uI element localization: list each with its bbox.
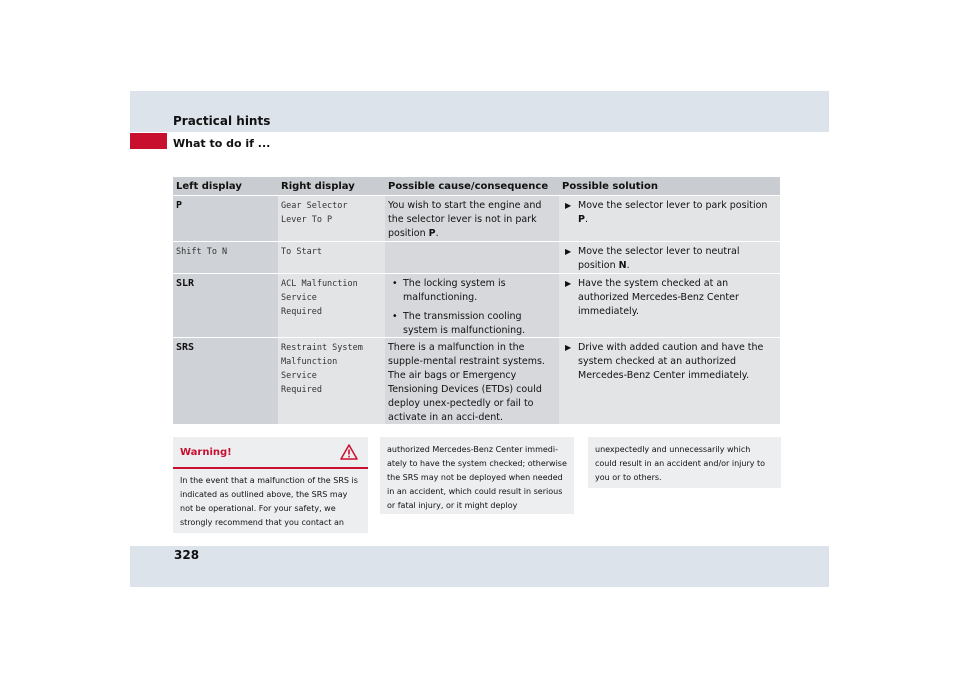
right-display-line: Gear Selector — [281, 201, 348, 211]
table-row — [173, 241, 780, 273]
column-header: Left display — [173, 177, 278, 195]
triangle-right-icon: ▶ — [565, 279, 572, 288]
cause-text: You wish to start the engine and the selector lever is not in park position P. — [385, 196, 559, 241]
solution-text: ▶ Drive with added caution and have the system checked at an authorized Mercedes-Benz Center immediately. — [562, 341, 777, 383]
section-marker — [130, 133, 167, 149]
triangle-right-icon: ▶ — [565, 343, 572, 352]
warning-box — [173, 437, 368, 533]
table-row — [173, 273, 780, 337]
left-display-value: Shift To N — [176, 247, 228, 257]
cause-text: There is a malfunction in the supple-mental restraint systems. The air bags or Emergency Tensioning Devices (ETDs) could deploy unex-pectedly or fail to activate in an acci-dent. — [385, 338, 559, 424]
warning-header — [173, 437, 368, 469]
left-display-value: SLR — [176, 278, 195, 289]
warning-title: Warning! — [180, 446, 232, 458]
right-display-line: ACL Malfunction — [281, 279, 358, 289]
warning-text: In the event that a malfunction of the SRS is indicated as outlined above, the SRS may not be operational. For your safety, we strongly recommend that you contact an — [180, 476, 358, 527]
column-header: Possible solution — [559, 177, 780, 195]
table-row — [173, 337, 780, 424]
right-display-line: Required — [281, 385, 322, 395]
cause-bullet: • The locking system is malfunctioning. — [392, 278, 506, 303]
right-display-line: Required — [281, 307, 322, 317]
right-display-line: Service — [281, 293, 317, 303]
cause-bullet: • The transmission cooling system is malfunctioning. — [392, 311, 526, 336]
column-header: Right display — [278, 177, 385, 195]
table-header — [173, 177, 780, 195]
solution-text: ▶ Move the selector lever to neutral position N. — [562, 245, 777, 273]
right-display-line: Malfunction — [281, 357, 338, 367]
table-row — [173, 195, 780, 241]
warning-continuation: authorized Mercedes-Benz Center immedi-ately to have the system checked; otherwise the SRS may not be deployed when needed in an accident, which could result in serious or fatal injury, or it might deploy — [380, 437, 574, 514]
right-display-line: Service — [281, 371, 317, 381]
solution-text: ▶ Have the system checked at an authorized Mercedes-Benz Center immediately. — [562, 277, 777, 319]
right-display-line: Restraint System — [281, 343, 363, 353]
page-title: Practical hints — [173, 114, 271, 128]
left-display-value: P — [176, 200, 183, 211]
left-display-value: SRS — [176, 342, 195, 353]
triangle-right-icon: ▶ — [565, 247, 572, 256]
triangle-right-icon: ▶ — [565, 201, 572, 210]
footer-band — [130, 546, 829, 587]
section-subtitle: What to do if ... — [173, 137, 271, 150]
right-display-line: To Start — [281, 247, 322, 257]
display-messages-table — [173, 177, 780, 424]
page-number: 328 — [174, 548, 200, 562]
column-header: Possible cause/consequence — [385, 177, 559, 195]
solution-text: ▶ Move the selector lever to park position P. — [562, 199, 777, 227]
warning-triangle-icon — [340, 444, 358, 460]
warning-continuation: unexpectedly and unnecessarily which could result in an accident and/or injury to you or to others. — [588, 437, 781, 488]
right-display-line: Lever To P — [281, 215, 333, 225]
